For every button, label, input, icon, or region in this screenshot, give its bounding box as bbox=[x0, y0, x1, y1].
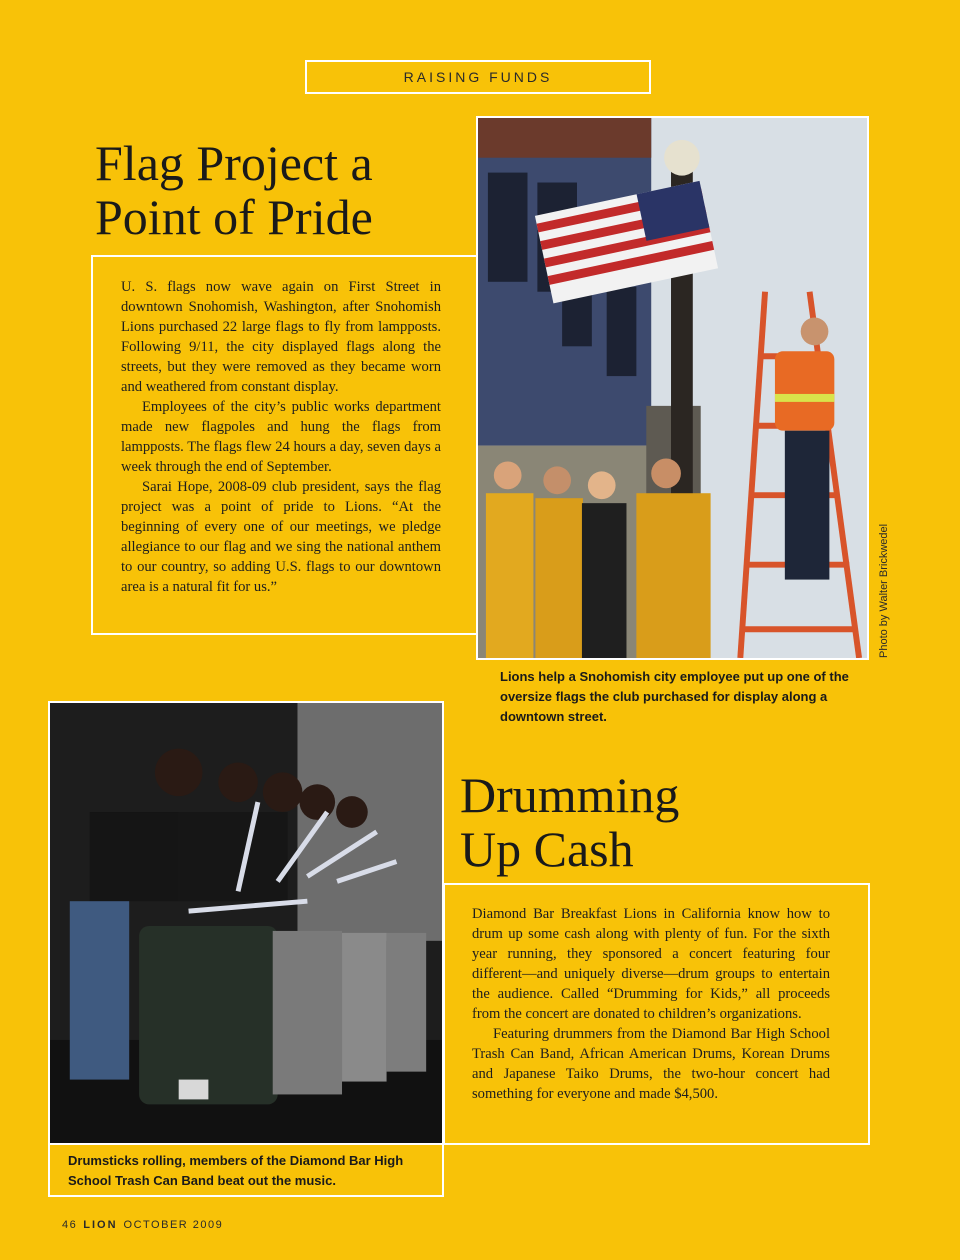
article1-headline bbox=[95, 136, 455, 244]
article2-headline-line1: Drumming bbox=[460, 767, 680, 823]
drumming-photo-caption: Drumsticks rolling, members of the Diamond Bar High School Trash Can Band beat out the music. bbox=[68, 1153, 404, 1188]
section-label: RAISING FUNDS bbox=[305, 60, 651, 94]
article2-body bbox=[472, 904, 830, 1104]
flag-photo-illustration bbox=[478, 118, 867, 658]
trash-can-drums bbox=[139, 926, 426, 1104]
article1-headline-line2: Point of Pride bbox=[95, 189, 373, 245]
magazine-name: LION bbox=[83, 1219, 118, 1231]
issue-date: OCTOBER 2009 bbox=[123, 1219, 224, 1231]
photo-credit: Photo by Walter Brickwedel bbox=[878, 523, 890, 658]
article2-headline-line2: Up Cash bbox=[460, 821, 634, 877]
article2-headline bbox=[460, 768, 780, 876]
page-folio bbox=[62, 1219, 223, 1231]
article2-paragraph: Featuring drummers from the Diamond Bar High School Trash Can Band, African American Drums, Korean Drums and Japanese Taiko Drums, the two-hour concert had something for everyone and made $4,500. bbox=[472, 1026, 830, 1102]
flag-photo-caption: Lions help a Snohomish city employee put up one of the oversize flags the club purchased for display along a downtown street. bbox=[500, 669, 849, 724]
drumming-photo bbox=[48, 701, 444, 1145]
article1-body bbox=[121, 277, 441, 597]
page-number: 46 bbox=[62, 1219, 78, 1231]
article1-paragraph: Sarai Hope, 2008-09 club president, says the flag project was a point of pride to Lions. “At the beginning of every one of our meetings, we pledge allegiance to our flag and we sing the national anthem to our country, so adding U.S. flags to our downtown area is a natural fit for us.” bbox=[121, 479, 441, 595]
article1-paragraph: Employees of the city’s public works department made new flagpoles and hung the flags from lampposts. The flags flew 24 hours a day, seven days a week through the end of September. bbox=[121, 399, 441, 475]
article1-paragraph: U. S. flags now wave again on First Street in downtown Snohomish, Washington, after Snohomish Lions purchased 22 large flags to fly from lampposts. Following 9/11, the city displayed flags along the streets, but they were removed as they became worn and weathered from constant display. bbox=[121, 279, 441, 395]
flag-photo bbox=[476, 116, 869, 660]
article1-headline-line1: Flag Project a bbox=[95, 135, 373, 191]
drumming-photo-illustration bbox=[50, 703, 442, 1143]
article2-paragraph: Diamond Bar Breakfast Lions in California know how to drum up some cash along with plenty of fun. For the sixth year running, they sponsored a concert featuring four different—and uniquely diverse—drum groups to entertain the audience. Called “Drumming for Kids,” all proceeds from the concert are donated to children’s organizations. bbox=[472, 906, 830, 1022]
